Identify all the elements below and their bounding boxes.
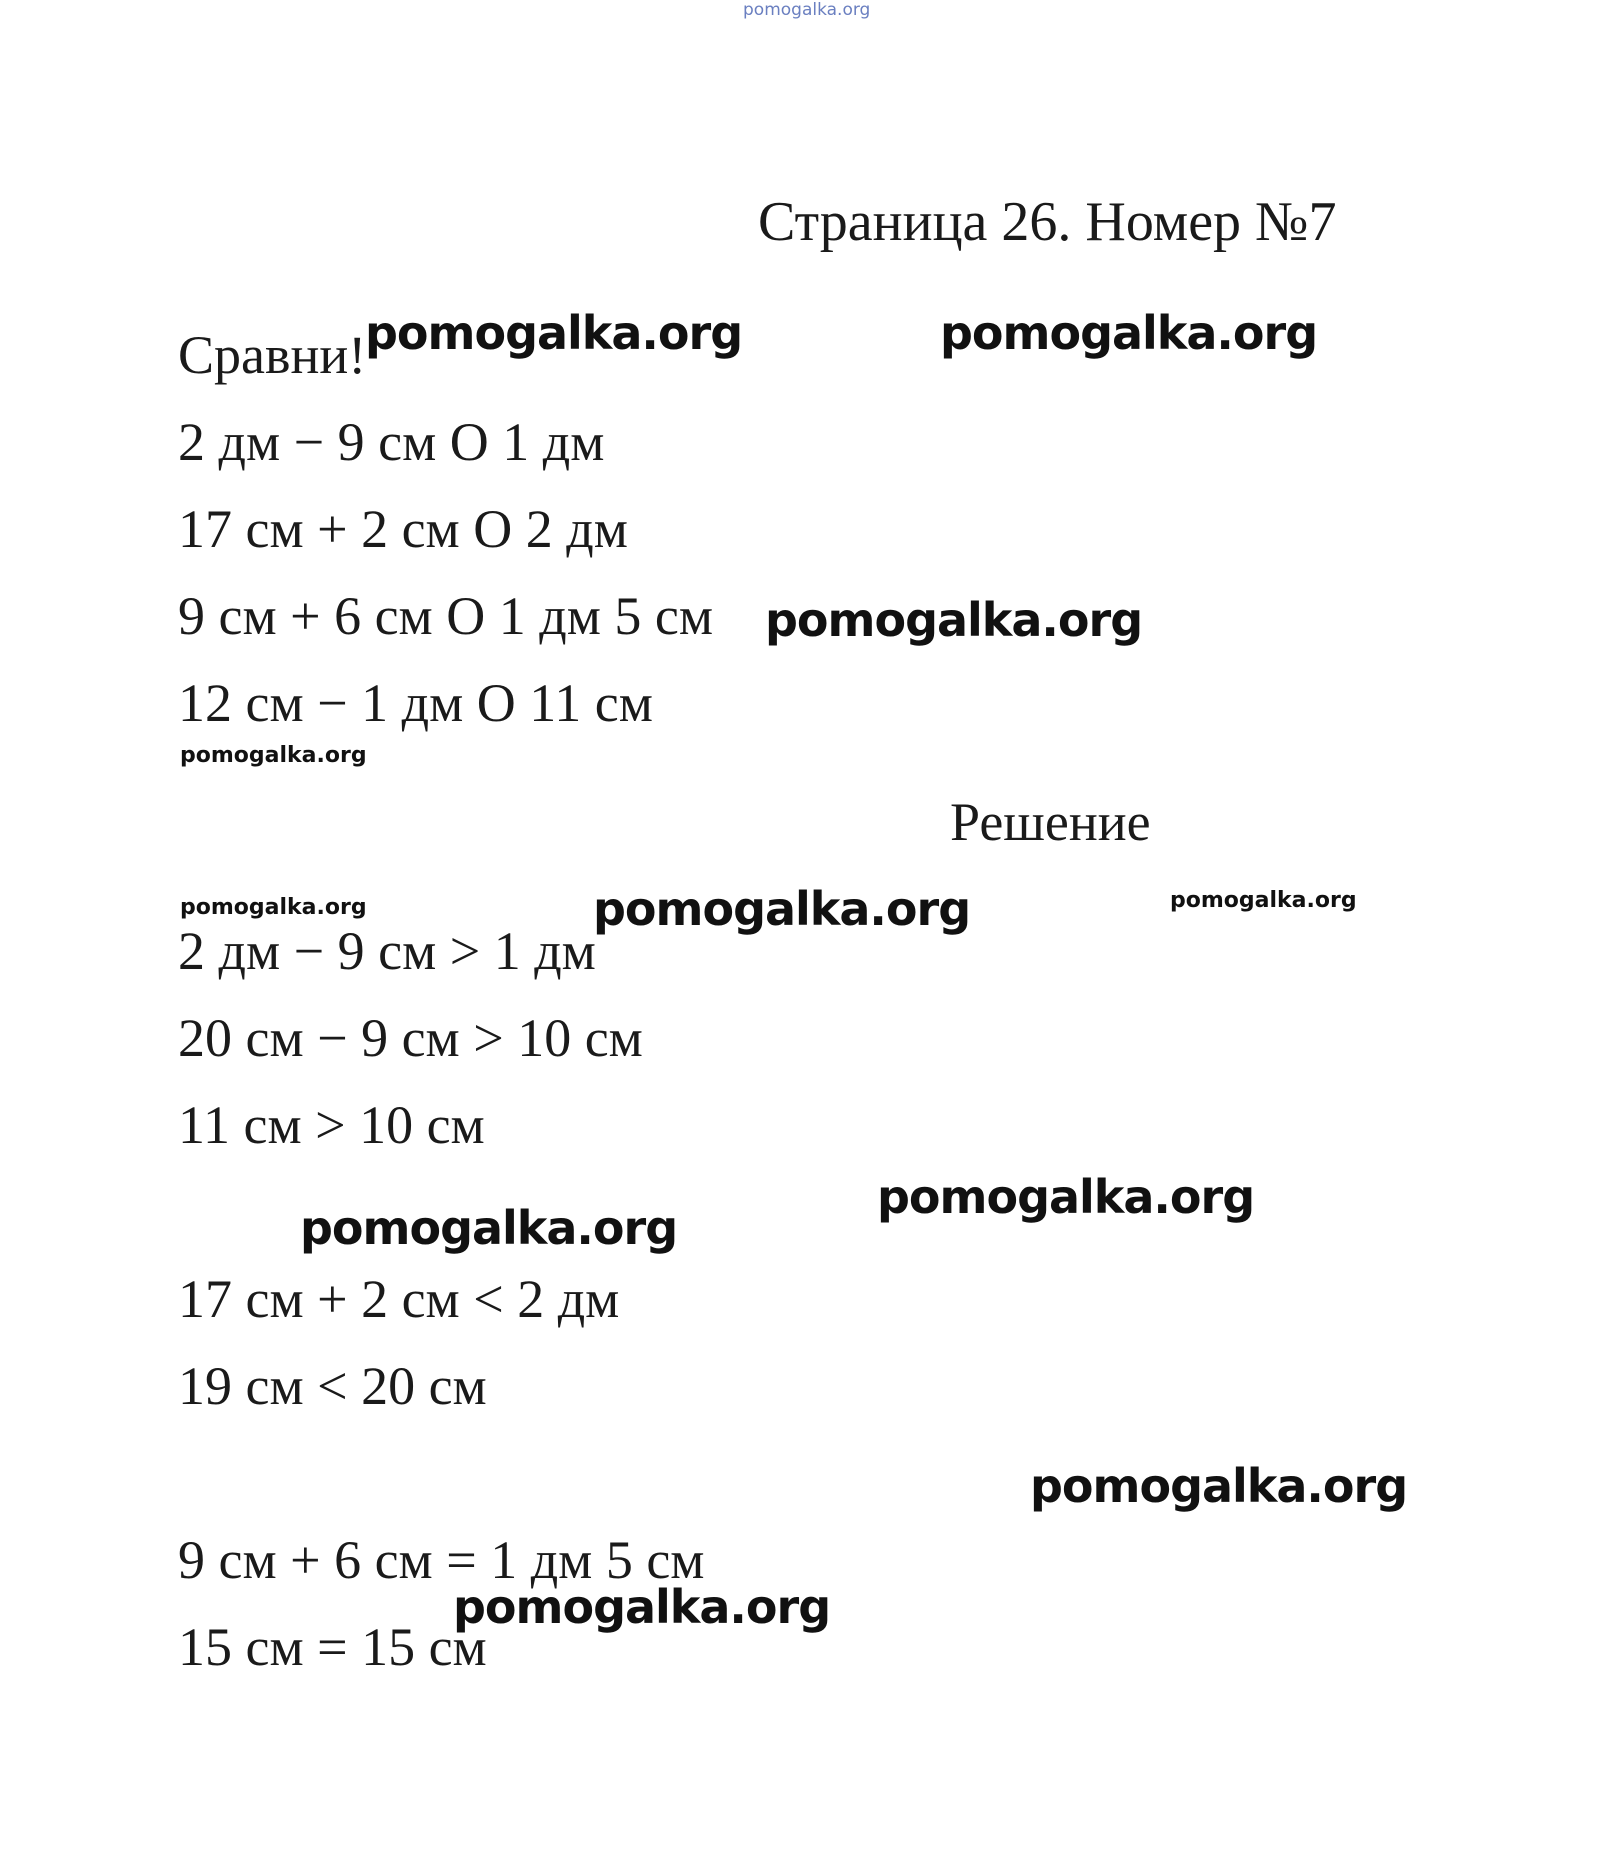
watermark: pomogalka.org: [940, 306, 1318, 360]
task-line-3: 9 см + 6 см О 1 дм 5 см: [178, 586, 714, 646]
watermark: pomogalka.org: [1030, 1459, 1408, 1513]
watermark: pomogalka.org: [365, 306, 743, 360]
watermark: pomogalka.org: [1170, 888, 1357, 913]
page-title: Страница 26. Номер №7: [758, 191, 1337, 253]
task-instruction: Сравни!: [178, 325, 367, 385]
solution-line-1-2: 20 см − 9 см > 10 см: [178, 1008, 643, 1068]
watermark: pomogalka.org: [300, 1201, 678, 1255]
watermark: pomogalka.org: [180, 743, 367, 768]
solution-line-1-3: 11 см > 10 см: [178, 1095, 485, 1155]
task-line-4: 12 см − 1 дм О 11 см: [178, 673, 653, 733]
solution-line-1-1: 2 дм − 9 см > 1 дм: [178, 921, 596, 981]
task-line-1: 2 дм − 9 см О 1 дм: [178, 412, 605, 472]
watermark: pomogalka.org: [877, 1170, 1255, 1224]
watermark: pomogalka.org: [765, 593, 1143, 647]
watermark-top: pomogalka.org: [743, 0, 871, 20]
task-line-2: 17 см + 2 см О 2 дм: [178, 499, 628, 559]
solution-line-3-1: 9 см + 6 см = 1 дм 5 см: [178, 1530, 705, 1590]
solution-line-2-1: 17 см + 2 см < 2 дм: [178, 1269, 620, 1329]
solution-line-3-2: 15 см = 15 см: [178, 1617, 487, 1677]
watermark: pomogalka.org: [453, 1580, 831, 1634]
watermark: pomogalka.org: [180, 895, 367, 920]
solution-heading: Решение: [950, 792, 1151, 852]
watermark: pomogalka.org: [593, 882, 971, 936]
solution-line-2-2: 19 см < 20 см: [178, 1356, 487, 1416]
